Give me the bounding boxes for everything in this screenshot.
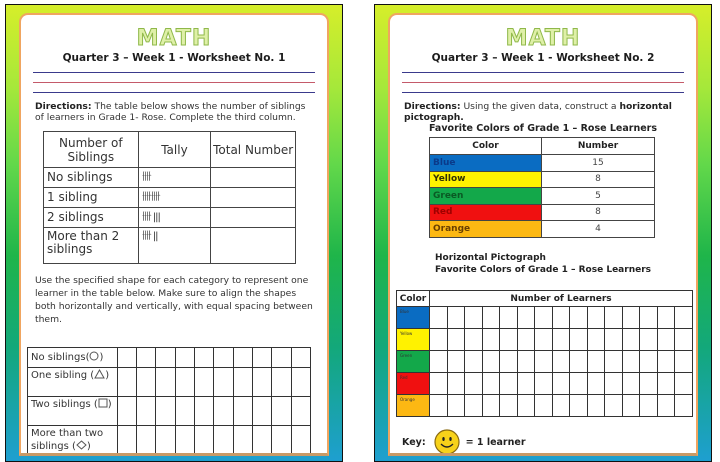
row-label: Yellow	[397, 329, 430, 351]
column-header: Color	[430, 138, 542, 155]
circle-icon	[89, 351, 99, 361]
row-label: Orange	[397, 395, 430, 417]
row-label: One sibling ( )	[28, 368, 118, 397]
grid-cell[interactable]	[291, 368, 310, 397]
divider-line	[33, 92, 315, 93]
tally-cell: 卌	[138, 168, 211, 188]
column-header: Total Number	[211, 132, 296, 168]
grid-row	[28, 348, 311, 368]
math-header: MATH	[505, 26, 581, 51]
number-cell: 8	[542, 204, 655, 221]
grid-cell[interactable]	[500, 307, 518, 329]
grid-cell[interactable]	[605, 351, 623, 373]
grid-row	[397, 373, 693, 395]
grid-cell[interactable]	[272, 426, 291, 455]
grid-cell[interactable]	[552, 351, 570, 373]
grid-cell[interactable]	[175, 426, 194, 455]
grid-cell[interactable]	[195, 397, 214, 426]
grid-cell[interactable]	[465, 329, 483, 351]
table-row	[44, 168, 296, 188]
grid-cell[interactable]	[253, 426, 272, 455]
grid-cell[interactable]	[657, 351, 675, 373]
grid-cell[interactable]	[500, 373, 518, 395]
total-input-cell[interactable]	[211, 228, 296, 264]
grid-cell[interactable]	[640, 307, 658, 329]
favorite-colors-table	[429, 137, 655, 238]
triangle-icon	[94, 369, 105, 379]
grid-cell[interactable]	[640, 373, 658, 395]
grid-cell[interactable]	[482, 373, 500, 395]
grid-cell[interactable]	[175, 368, 194, 397]
worksheet-1-card	[19, 13, 329, 456]
grid-cell[interactable]	[429, 329, 447, 351]
column-header: Color	[397, 291, 430, 307]
row-label: Blue	[397, 307, 430, 329]
pictograph-title: Horizontal Pictograph Favorite Colors of Grade 1 – Rose Learners	[435, 252, 651, 275]
directions-text: The table below shows the number of siblings of learners in Grade 1- Rose. Complete the third column.	[35, 101, 306, 123]
grid-cell[interactable]	[117, 368, 136, 397]
grid-cell[interactable]	[517, 329, 535, 351]
grid-cell[interactable]	[447, 329, 465, 351]
color-name-cell: Blue	[430, 155, 542, 172]
grid-cell[interactable]	[447, 351, 465, 373]
table-row	[430, 171, 655, 188]
grid-row	[28, 397, 311, 426]
diamond-icon	[76, 440, 87, 450]
grid-cell[interactable]	[535, 373, 553, 395]
directions-bold: horizontal pictograph.	[404, 101, 672, 123]
grid-cell[interactable]	[214, 397, 233, 426]
divider-line	[402, 82, 684, 83]
worksheet-subtitle: Quarter 3 – Week 1 - Worksheet No. 1	[62, 52, 286, 64]
category-cell: More than 2 siblings	[44, 228, 139, 264]
grid-cell[interactable]	[156, 368, 175, 397]
total-input-cell[interactable]	[211, 208, 296, 228]
directions-label: Directions:	[35, 101, 92, 112]
grid-cell[interactable]	[272, 368, 291, 397]
divider-line	[402, 72, 684, 73]
directions	[404, 101, 682, 123]
worksheet-2	[374, 4, 712, 462]
square-icon	[98, 398, 108, 408]
table-row	[44, 228, 296, 264]
grid-cell[interactable]	[156, 397, 175, 426]
grid-row	[397, 307, 693, 329]
grid-cell[interactable]	[137, 368, 156, 397]
worksheet-1	[5, 4, 343, 462]
grid-cell[interactable]	[587, 395, 605, 417]
grid-cell[interactable]	[447, 373, 465, 395]
directions-text: Using the given data, construct a	[460, 101, 620, 112]
key-label: Key:	[402, 436, 426, 448]
grid-cell[interactable]	[570, 395, 588, 417]
grid-cell[interactable]	[447, 307, 465, 329]
number-cell: 5	[542, 188, 655, 205]
grid-cell[interactable]	[429, 373, 447, 395]
row-label: Green	[397, 351, 430, 373]
grid-cell[interactable]	[605, 329, 623, 351]
grid-cell[interactable]	[482, 307, 500, 329]
grid-cell[interactable]	[253, 368, 272, 397]
grid-cell[interactable]	[640, 329, 658, 351]
column-header: Number	[542, 138, 655, 155]
grid-cell[interactable]	[214, 368, 233, 397]
grid-cell[interactable]	[657, 395, 675, 417]
table-row	[430, 188, 655, 205]
grid-cell[interactable]	[117, 397, 136, 426]
grid-cell[interactable]	[605, 373, 623, 395]
grid-cell[interactable]	[272, 397, 291, 426]
worksheet-2-card	[388, 13, 698, 456]
row-label: No siblings( )	[28, 348, 118, 368]
grid-cell[interactable]	[482, 329, 500, 351]
grid-cell[interactable]	[175, 348, 194, 368]
grid-cell[interactable]	[195, 426, 214, 455]
number-cell: 15	[542, 155, 655, 172]
number-cell: 4	[542, 221, 655, 238]
grid-cell[interactable]	[587, 373, 605, 395]
grid-cell[interactable]	[517, 395, 535, 417]
grid-cell[interactable]	[587, 351, 605, 373]
grid-cell[interactable]	[517, 373, 535, 395]
grid-row	[28, 368, 311, 397]
directions-label: Directions:	[404, 101, 461, 112]
color-name-cell: Red	[430, 204, 542, 221]
worksheet-subtitle: Quarter 3 – Week 1 - Worksheet No. 2	[431, 52, 655, 64]
grid-cell[interactable]	[137, 426, 156, 455]
grid-cell[interactable]	[291, 426, 310, 455]
table-title: Favorite Colors of Grade 1 – Rose Learners	[429, 123, 657, 134]
grid-cell[interactable]	[675, 373, 693, 395]
grid-cell[interactable]	[429, 307, 447, 329]
grid-cell[interactable]	[622, 329, 640, 351]
color-name-cell: Yellow	[430, 171, 542, 188]
grid-cell[interactable]	[657, 329, 675, 351]
grid-cell[interactable]	[117, 348, 136, 368]
grid-cell[interactable]	[622, 373, 640, 395]
shape-pictograph-grid	[27, 347, 311, 455]
grid-cell[interactable]	[657, 373, 675, 395]
table-row	[430, 204, 655, 221]
grid-cell[interactable]	[552, 395, 570, 417]
grid-cell[interactable]	[570, 351, 588, 373]
grid-cell[interactable]	[291, 397, 310, 426]
total-input-cell[interactable]	[211, 188, 296, 208]
grid-cell[interactable]	[156, 348, 175, 368]
tally-cell: 卌 ||	[138, 228, 211, 264]
tally-cell: 卌 |||	[138, 208, 211, 228]
grid-cell[interactable]	[465, 351, 483, 373]
row-label: Red	[397, 373, 430, 395]
grid-cell[interactable]	[552, 307, 570, 329]
column-header: Number of Learners	[429, 291, 692, 307]
grid-cell[interactable]	[233, 348, 252, 368]
grid-cell[interactable]	[500, 395, 518, 417]
smiley-face-icon	[434, 429, 460, 455]
grid-cell[interactable]	[657, 307, 675, 329]
table-row	[44, 208, 296, 228]
grid-cell[interactable]	[465, 395, 483, 417]
grid-cell[interactable]	[675, 329, 693, 351]
grid-cell[interactable]	[675, 351, 693, 373]
category-cell: No siblings	[44, 168, 139, 188]
pictograph-key	[402, 429, 526, 455]
grid-row	[397, 395, 693, 417]
grid-cell[interactable]	[570, 307, 588, 329]
math-header: MATH	[136, 26, 212, 51]
color-name-cell: Green	[430, 188, 542, 205]
siblings-tally-table	[43, 131, 296, 264]
grid-cell[interactable]	[137, 397, 156, 426]
table-row	[430, 155, 655, 172]
pictograph-grid	[396, 290, 693, 417]
key-text: = 1 learner	[465, 436, 526, 448]
row-label: More than two siblings ( )	[28, 426, 118, 455]
grid-cell[interactable]	[535, 395, 553, 417]
grid-cell[interactable]	[429, 351, 447, 373]
grid-cell[interactable]	[675, 307, 693, 329]
grid-cell[interactable]	[195, 368, 214, 397]
grid-cell[interactable]	[622, 351, 640, 373]
grid-cell[interactable]	[622, 307, 640, 329]
grid-cell[interactable]	[175, 397, 194, 426]
grid-row	[28, 426, 311, 455]
grid-cell[interactable]	[214, 426, 233, 455]
grid-cell[interactable]	[429, 395, 447, 417]
grid-cell[interactable]	[465, 373, 483, 395]
directions	[35, 101, 313, 123]
shape-instructions: Use the specified shape for each category to represent one learner in the table below. Make sure to align the shapes both horizontally and vertically, with equal spacing between them.	[35, 275, 313, 325]
grid-cell[interactable]	[587, 329, 605, 351]
grid-cell[interactable]	[517, 307, 535, 329]
grid-cell[interactable]	[447, 395, 465, 417]
grid-cell[interactable]	[535, 329, 553, 351]
grid-row	[397, 329, 693, 351]
grid-cell[interactable]	[272, 348, 291, 368]
grid-cell[interactable]	[500, 351, 518, 373]
grid-cell[interactable]	[117, 426, 136, 455]
grid-cell[interactable]	[195, 348, 214, 368]
grid-cell[interactable]	[482, 351, 500, 373]
number-cell: 8	[542, 171, 655, 188]
grid-cell[interactable]	[570, 329, 588, 351]
grid-cell[interactable]	[465, 307, 483, 329]
tally-cell: 卌卌	[138, 188, 211, 208]
grid-cell[interactable]	[253, 397, 272, 426]
divider-line	[402, 92, 684, 93]
grid-cell[interactable]	[253, 348, 272, 368]
table-row	[44, 188, 296, 208]
grid-cell[interactable]	[570, 373, 588, 395]
grid-cell[interactable]	[214, 348, 233, 368]
grid-cell[interactable]	[552, 329, 570, 351]
grid-cell[interactable]	[233, 397, 252, 426]
grid-cell[interactable]	[640, 395, 658, 417]
grid-cell[interactable]	[605, 395, 623, 417]
category-cell: 2 siblings	[44, 208, 139, 228]
grid-cell[interactable]	[233, 368, 252, 397]
grid-cell[interactable]	[675, 395, 693, 417]
divider-line	[33, 72, 315, 73]
table-row	[430, 221, 655, 238]
row-label: Two siblings ( )	[28, 397, 118, 426]
grid-cell[interactable]	[552, 373, 570, 395]
category-cell: 1 sibling	[44, 188, 139, 208]
grid-cell[interactable]	[291, 348, 310, 368]
column-header: Number of Siblings	[44, 132, 139, 168]
color-name-cell: Orange	[430, 221, 542, 238]
grid-cell[interactable]	[137, 348, 156, 368]
column-header: Tally	[138, 132, 211, 168]
grid-cell[interactable]	[500, 329, 518, 351]
grid-cell[interactable]	[517, 351, 535, 373]
grid-cell[interactable]	[535, 307, 553, 329]
total-input-cell[interactable]	[211, 168, 296, 188]
divider-line	[33, 82, 315, 83]
grid-row	[397, 351, 693, 373]
grid-cell[interactable]	[605, 307, 623, 329]
grid-cell[interactable]	[535, 351, 553, 373]
grid-cell[interactable]	[482, 395, 500, 417]
grid-cell[interactable]	[622, 395, 640, 417]
grid-cell[interactable]	[233, 426, 252, 455]
grid-cell[interactable]	[587, 307, 605, 329]
grid-cell[interactable]	[156, 426, 175, 455]
grid-cell[interactable]	[640, 351, 658, 373]
